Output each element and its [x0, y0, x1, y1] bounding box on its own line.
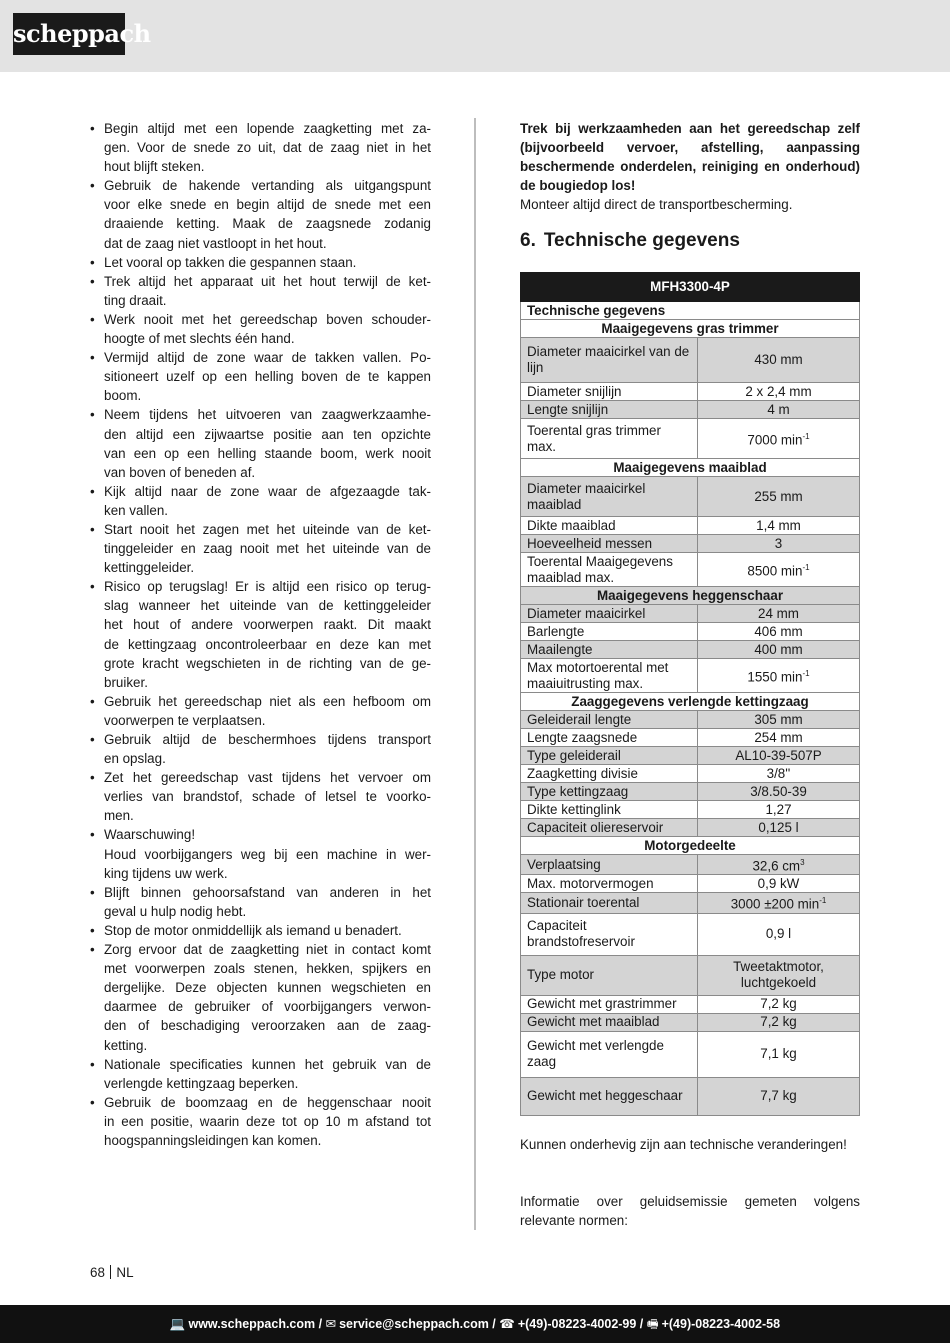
spec-label: Type motor	[521, 955, 698, 995]
bullet-line: boom.	[104, 388, 142, 404]
bullet-item	[90, 119, 431, 176]
bullet-line: daarmee de gebruiker of voorbijgangers verwon-	[104, 999, 431, 1015]
technical-changes-note: Kunnen onderhevig zijn aan technische veranderingen!	[520, 1137, 847, 1152]
spec-label: Gewicht met verlengde zaag	[521, 1031, 698, 1077]
spec-value-cell	[698, 855, 860, 875]
unit-exponent: 3	[800, 858, 805, 867]
bullet-item	[90, 577, 431, 692]
spec-value: 305 mm	[698, 711, 860, 729]
table-heading-row	[521, 302, 860, 320]
bullet-line: ketting.	[104, 1037, 148, 1053]
table-heading: Technische gegevens	[521, 302, 860, 320]
bullet-line: kettinggeleider.	[104, 560, 195, 576]
spec-label: Type geleiderail	[521, 747, 698, 765]
bullet-line: • Gebruik de boomzaag en de heggenschaar nooit	[104, 1094, 431, 1110]
spec-value: 32,6 cm	[752, 858, 801, 874]
spec-value: 3	[698, 535, 860, 553]
spec-label: Hoeveelheid messen	[521, 535, 698, 553]
noise-emission-note: Informatie over geluidsemissie gemeten volgens relevante normen:	[520, 1194, 860, 1229]
spec-label: Capaciteit oliereservoir	[521, 819, 698, 837]
spec-label: Barlengte	[521, 623, 698, 641]
table-row	[521, 711, 860, 729]
bullet-line: king tijdens uw werk.	[104, 865, 228, 881]
bullet-line: ken vallen.	[104, 502, 169, 518]
table-row	[521, 477, 860, 517]
bullet-item	[90, 730, 431, 768]
unit-exponent: -1	[802, 562, 810, 572]
bullet-line: draaiende ketting. Maak de zaagsnede zodanig	[104, 216, 431, 232]
bullet-line: • Neem tijdens het uitvoeren van zaagwerkzaamhe-	[104, 407, 431, 423]
group-heading: Maaigegevens maaiblad	[521, 459, 860, 477]
section-title: Technische gegevens	[543, 230, 740, 251]
table-row	[521, 338, 860, 383]
table-row	[521, 855, 860, 875]
spec-value: Tweetaktmotor, luchtgekoeld	[698, 955, 860, 995]
bullet-line: men.	[104, 808, 134, 824]
bullet-line: • Trek altijd het apparaat uit het hout terwijl de ket-	[104, 273, 431, 289]
bullet-line: voorwerpen te verplaatsen.	[104, 712, 266, 728]
bullet-item	[90, 768, 431, 825]
spec-value-cell	[698, 553, 860, 587]
table-row	[521, 747, 860, 765]
bullet-item	[90, 348, 431, 405]
table-row	[521, 1077, 860, 1115]
safety-bullet-list	[90, 119, 431, 1150]
table-row	[521, 401, 860, 419]
spec-label: Lengte snijlijn	[521, 401, 698, 419]
footer-phone: +(49)-08223-4002-99 /	[517, 1317, 644, 1331]
bullet-line: • Let vooral op takken die gespannen staan.	[104, 254, 357, 270]
spec-value: 3000 ±200 min	[730, 896, 820, 912]
unit-exponent: -1	[819, 896, 827, 906]
fax-icon: 🖷	[646, 1317, 659, 1331]
bullet-item	[90, 883, 431, 921]
bullet-line: verlengde kettingzaag beperken.	[104, 1075, 299, 1091]
group-heading: Motorgedeelte	[521, 837, 860, 855]
bullet-line: • Nationale specificaties kunnen het gebruik van de	[104, 1056, 431, 1072]
spec-label: Capaciteit brandstofreservoir	[521, 913, 698, 955]
table-row	[521, 765, 860, 783]
bullet-line: • Stop de motor onmiddellijk als iemand u benadert.	[104, 922, 402, 938]
table-row	[521, 729, 860, 747]
spec-label: Max motortoerental met maaiuitrusting max.	[521, 659, 698, 693]
bullet-line: van boven of beneden af.	[104, 464, 256, 480]
bullet-line: bruiker.	[104, 674, 148, 690]
scheppach-logo: scheppach	[13, 13, 125, 55]
table-row	[521, 641, 860, 659]
spec-value: AL10-39-507P	[698, 747, 860, 765]
bullet-item	[90, 825, 431, 882]
bullet-line: tinggeleider en zaag nooit met het uiteinde van de	[104, 541, 431, 557]
page-number-value: 68	[90, 1265, 105, 1280]
spec-label: Diameter maaicirkel	[521, 605, 698, 623]
group-row	[521, 693, 860, 711]
table-row	[521, 553, 860, 587]
bullet-line: gen. Voor de snede zo uit, dat de zaag niet in het	[104, 140, 431, 156]
spec-value: 7000 min	[747, 432, 803, 448]
bullet-line: • Begin altijd met een lopende zaagketting met za-	[104, 121, 431, 136]
bullet-line: • Gebruik altijd de beschermhoes tijdens transport	[104, 732, 431, 747]
spark-plug-warning: Trek bij werkzaamheden aan het gereedschap zelf (bijvoorbeeld vervoer, afstelling, aanpassing beschermende onderdelen, reiniging en onderhoud) de bougiedop los!	[520, 121, 860, 194]
spec-value: 1,27	[698, 801, 860, 819]
spec-value: 1,4 mm	[698, 517, 860, 535]
table-row	[521, 819, 860, 837]
table-row	[521, 605, 860, 623]
bullet-line: verlies van brandstof, schade of letsel te voorko-	[104, 789, 431, 805]
spec-label: Diameter maaicirkel van de lijn	[521, 338, 698, 383]
table-row	[521, 383, 860, 401]
bullet-line: • Gebruik het gereedschap niet als een hefboom om	[104, 693, 431, 709]
bullet-item	[90, 272, 431, 310]
spec-value: 254 mm	[698, 729, 860, 747]
bullet-line: dergelijke. Deze objecten kunnen wegschieten en	[104, 980, 431, 996]
spec-value: 0,125 l	[698, 819, 860, 837]
bullet-item	[90, 1093, 431, 1150]
spec-value: 0,9 l	[698, 913, 860, 955]
bullet-item	[90, 921, 431, 940]
group-row	[521, 320, 860, 338]
technical-data-table	[520, 272, 860, 1116]
phone-icon: ☎	[499, 1317, 515, 1331]
spec-value: 430 mm	[698, 338, 860, 383]
bullet-line: den of beschadiging veroorzaken aan de zaag-	[104, 1018, 431, 1034]
spec-label: Gewicht met heggeschaar	[521, 1077, 698, 1115]
bullet-item	[90, 253, 431, 272]
bullet-line: en opslag.	[104, 751, 166, 767]
bullet-line: den altijd een zijwaartse positie aan ten opzichte	[104, 426, 431, 442]
footer-website[interactable]: www.scheppach.com /	[188, 1317, 323, 1331]
bullet-line: het hout of andere voorwerpen raakt. Dit maakt	[104, 617, 431, 633]
page-footer	[0, 1305, 950, 1343]
section-number: 6.	[520, 230, 536, 251]
spec-value: 7,1 kg	[698, 1031, 860, 1077]
spec-label: Dikte kettinglink	[521, 801, 698, 819]
spec-label: Toerental Maaigegevens maaiblad max.	[521, 553, 698, 587]
bullet-line: • Kijk altijd naar de zone waar de afgezaagde tak-	[104, 483, 431, 499]
table-row	[521, 783, 860, 801]
bullet-line: • Start nooit het zagen met het uiteinde van de ket-	[104, 521, 431, 537]
bullet-line: • Werk nooit met het gereedschap boven schouder-	[104, 311, 431, 327]
spec-value: 4 m	[698, 401, 860, 419]
bullet-line: hoogspanningsleidingen kan komen.	[104, 1132, 322, 1148]
bullet-item	[90, 520, 431, 577]
right-column	[520, 119, 860, 214]
spec-value-cell	[698, 893, 860, 913]
computer-icon: 💻	[169, 1317, 186, 1331]
spec-value: 406 mm	[698, 623, 860, 641]
table-row	[521, 913, 860, 955]
bullet-line: dat de zaag niet vastloopt in het hout.	[104, 235, 327, 251]
table-row	[521, 995, 860, 1013]
group-heading: Maaigegevens heggenschaar	[521, 587, 860, 605]
bullet-line: ting draait.	[104, 292, 167, 308]
bullet-line: voor elke snede en begin altijd de snede met een	[104, 197, 431, 213]
spec-value: 24 mm	[698, 605, 860, 623]
spec-value: 1550 min	[747, 669, 803, 685]
bullet-line: • Gebruik de hakende vertanding als uitgangspunt	[104, 178, 431, 194]
group-row	[521, 459, 860, 477]
spec-label: Maailengte	[521, 641, 698, 659]
bullet-line: • Waarschuwing!	[104, 827, 196, 843]
group-row	[521, 587, 860, 605]
bullet-line: • Zet het gereedschap vast tijdens het vervoer om	[104, 770, 431, 786]
model-row	[521, 273, 860, 302]
table-row	[521, 875, 860, 893]
group-heading: Zaaggegevens verlengde kettingzaag	[521, 693, 860, 711]
spec-label: Dikte maaiblad	[521, 517, 698, 535]
spec-label: Verplaatsing	[521, 855, 698, 875]
bullet-item	[90, 176, 431, 252]
spec-value: 0,9 kW	[698, 875, 860, 893]
bullet-line: • Risico op terugslag! Er is altijd een risico op terug-	[104, 579, 431, 595]
table-row	[521, 893, 860, 913]
spec-value: 400 mm	[698, 641, 860, 659]
spec-value: 3/8.50-39	[698, 783, 860, 801]
group-row	[521, 837, 860, 855]
group-heading: Maaigegevens gras trimmer	[521, 320, 860, 338]
column-divider	[474, 118, 476, 1230]
table-row	[521, 1031, 860, 1077]
table-row	[521, 623, 860, 641]
model-name: MFH3300-4P	[521, 273, 860, 302]
spec-label: Toerental gras trimmer max.	[521, 419, 698, 459]
bullet-line: hout blijft steken.	[104, 159, 205, 175]
bullet-line: Houd voorbijgangers weg bij een machine in wer-	[104, 846, 431, 862]
spec-value: 7,2 kg	[698, 995, 860, 1013]
spec-value: 2 x 2,4 mm	[698, 383, 860, 401]
bullet-line: de kettingzaag oncontroleerbaar en deze kan met	[104, 636, 431, 652]
table-row	[521, 801, 860, 819]
bullet-line: in een positie, waarin deze tot op 10 m afstand tot	[104, 1113, 431, 1129]
bullet-item	[90, 1055, 431, 1093]
bullet-line: grote kracht wegschieten in de richting van de ge-	[104, 655, 431, 671]
bullet-item	[90, 405, 431, 481]
page-number	[90, 1265, 134, 1280]
bullet-line: hoogte of met slechts één hand.	[104, 331, 295, 347]
bullet-line: • Vermijd altijd de zone waar de takken vallen. Po-	[104, 350, 431, 366]
page-language: NL	[116, 1265, 134, 1280]
spec-label: Type kettingzaag	[521, 783, 698, 801]
spec-label: Geleiderail lengte	[521, 711, 698, 729]
spec-label: Zaagketting divisie	[521, 765, 698, 783]
unit-exponent: -1	[802, 668, 810, 678]
transport-protection-note: Monteer altijd direct de transportbescherming.	[520, 197, 793, 213]
spec-value-cell	[698, 419, 860, 459]
table-row	[521, 1013, 860, 1031]
mail-icon: ✉	[325, 1317, 337, 1331]
bullet-line: • Zorg ervoor dat de zaagketting niet in contact komt	[104, 942, 431, 958]
bullet-item	[90, 940, 431, 1055]
spec-label: Gewicht met maaiblad	[521, 1013, 698, 1031]
table-row	[521, 517, 860, 535]
spec-value: 7,2 kg	[698, 1013, 860, 1031]
bullet-item	[90, 692, 431, 730]
table-row	[521, 955, 860, 995]
table-row	[521, 419, 860, 459]
bullet-item	[90, 310, 431, 348]
spec-value: 255 mm	[698, 477, 860, 517]
spec-label: Max. motorvermogen	[521, 875, 698, 893]
spec-label: Gewicht met grastrimmer	[521, 995, 698, 1013]
table-row	[521, 659, 860, 693]
section-heading	[520, 230, 740, 252]
spec-label: Stationair toerental	[521, 893, 698, 913]
bullet-line: met voorwerpen zoals stenen, hekken, spijkers en	[104, 961, 431, 977]
unit-exponent: -1	[802, 431, 810, 441]
table-row	[521, 535, 860, 553]
bullet-line: van een op een helling staande boom, werk nooit	[104, 445, 431, 461]
safety-instructions-column	[90, 119, 431, 1150]
spec-label: Diameter snijlijn	[521, 383, 698, 401]
bullet-line: geval u hulp nodig hebt.	[104, 903, 247, 919]
bullet-line: • Blijft binnen gehoorsafstand van anderen in het	[104, 884, 431, 900]
spec-label: Diameter maaicirkel maaiblad	[521, 477, 698, 517]
spec-value: 7,7 kg	[698, 1077, 860, 1115]
spec-value: 3/8''	[698, 765, 860, 783]
footer-fax: +(49)-08223-4002-58	[661, 1317, 781, 1331]
bullet-item	[90, 482, 431, 520]
bullet-line: sitioneert uzelf op een helling boven de te kappen	[104, 369, 431, 385]
bullet-line: slag wanneer het uiteinde van de kettinggeleider	[104, 598, 431, 614]
page-separator	[110, 1265, 112, 1279]
spec-label: Lengte zaagsnede	[521, 729, 698, 747]
page-header	[0, 0, 950, 72]
spec-value: 8500 min	[747, 563, 803, 579]
footer-email[interactable]: service@scheppach.com /	[339, 1317, 496, 1331]
spec-value-cell	[698, 659, 860, 693]
